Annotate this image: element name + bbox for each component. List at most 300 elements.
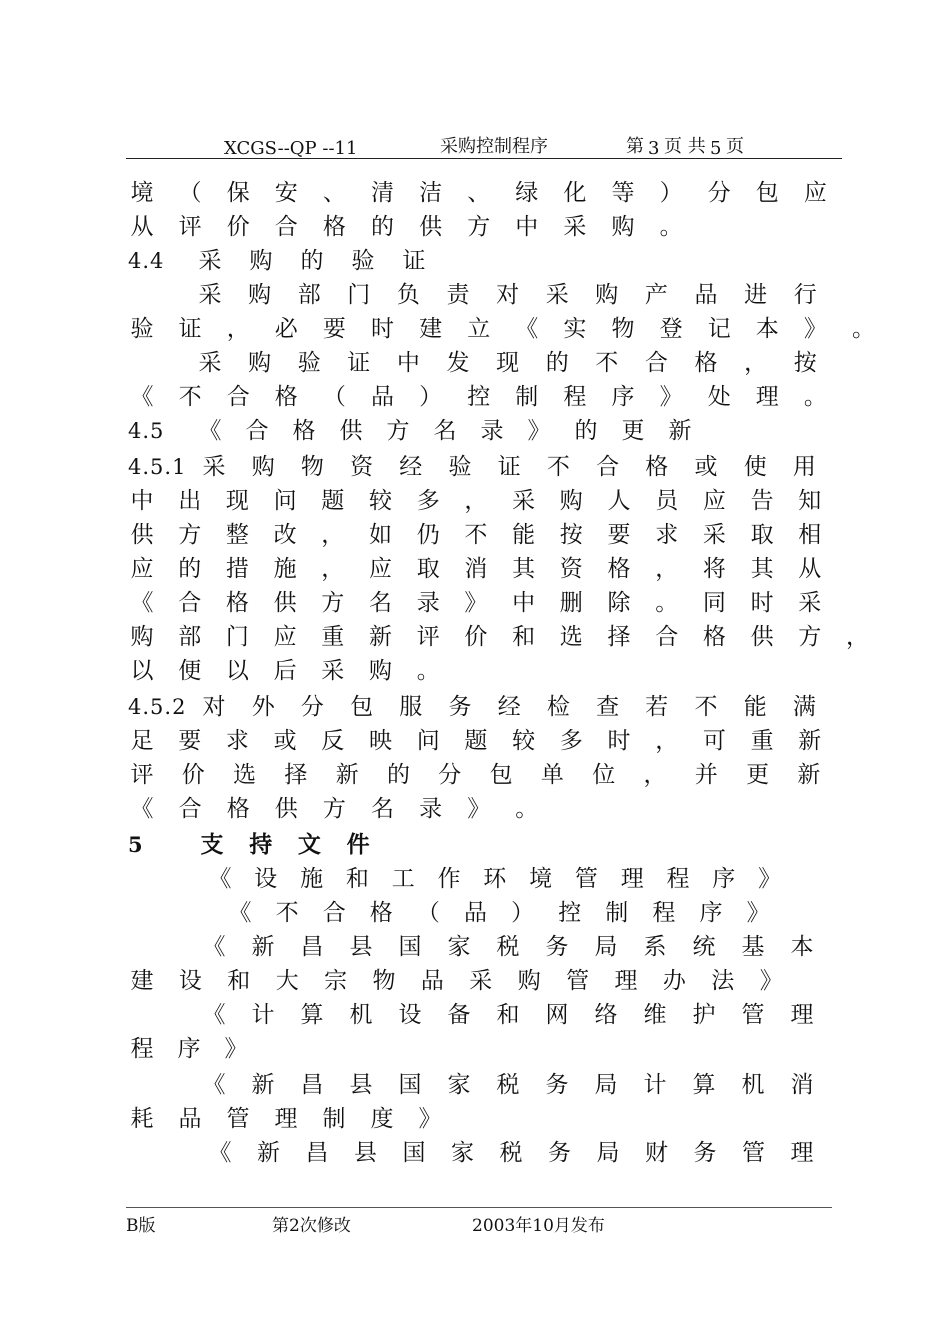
text-char: 合 [178,590,202,616]
text-char: 新 [335,762,359,788]
text-char: 《 [130,590,154,616]
text-char: 《 [130,384,154,410]
text-char: 化 [563,180,587,206]
text-char: 取 [750,522,774,548]
text-char: 格 [292,418,316,444]
text-char: 《 [208,866,232,892]
text-char: 按 [793,350,817,376]
text-char: 品 [371,384,394,410]
text-char: ） [511,900,535,926]
text-char: 取 [416,556,440,582]
text-char: 同 [702,590,726,616]
text-char: 安 [274,180,298,206]
section-number: 5 [128,832,144,857]
text-char: 多 [416,488,440,514]
text-char: 合 [596,454,620,480]
text-char: 分 [707,180,731,206]
text-char: 县 [354,1140,377,1166]
text-char: 供 [130,522,154,548]
text-char: 、 [467,180,491,206]
text-char: 网 [545,1002,569,1028]
text-char: 和 [512,624,536,650]
text-char: 时 [750,590,774,616]
text-char: 施 [300,866,324,892]
text-char: 题 [464,728,488,754]
text-char: 制 [605,900,629,926]
footer-version: B版 [126,1216,156,1236]
text-char: 验 [130,316,154,342]
text-char: 管 [226,1106,250,1132]
text-char: 名 [371,796,394,822]
text-char: 重 [321,624,345,650]
text-char: 制 [515,384,539,410]
text-char: 购 [251,454,275,480]
text-char: 人 [607,488,631,514]
text-char: 清 [371,180,394,206]
text-char: 《 [202,934,226,960]
text-char: 检 [546,694,570,720]
page-current: 3 [648,138,660,159]
text-char: 本 [790,934,814,960]
text-char: 位 [592,762,616,788]
text-char: 经 [497,694,521,720]
text-char: 务 [545,934,569,960]
text-char: 采 [702,522,726,548]
text-char: 。 [416,658,440,684]
text-char: 可 [702,728,726,754]
text-char: 新 [251,1072,275,1098]
text-char: ， [321,556,345,582]
text-char: 县 [349,934,373,960]
text-char: 分 [438,762,462,788]
text-char: 局 [594,1072,618,1098]
text-char: 格 [369,900,393,926]
text-char: 更 [621,418,645,444]
text-char: 资 [559,556,583,582]
text-char: 若 [645,694,669,720]
text-char: 消 [464,556,488,582]
doc-title: 采购控制程序 [440,136,548,157]
text-char: 采 [202,454,226,480]
text-char: 实 [563,316,587,342]
text-char: 购 [559,488,583,514]
header-rule [126,158,842,159]
text-char: 理 [790,1140,814,1166]
text-char: 采 [198,350,222,376]
text-char: 要 [607,522,631,548]
text-char: 施 [273,556,297,582]
text-char: 按 [559,522,583,548]
text-char: 题 [321,488,345,514]
text-char: 删 [559,590,583,616]
text-char: 其 [512,556,536,582]
text-char: 不 [178,384,202,410]
text-char: 采 [198,282,222,308]
text-char: 责 [446,282,470,308]
text-char: 控 [467,384,491,410]
text-char: 供 [274,796,298,822]
text-char: ， [846,624,869,650]
text-char: 分 [300,694,324,720]
text-char: 《 [130,796,154,822]
text-char: 除 [607,590,631,616]
text-char: 不 [595,350,619,376]
text-char: 求 [225,728,249,754]
text-char: 资 [350,454,374,480]
text-char: 品 [464,900,487,926]
text-char: 不 [464,522,488,548]
text-char: 现 [496,350,520,376]
text-char: 以 [225,658,249,684]
text-char: 序 [699,900,723,926]
text-char: 《 [228,900,252,926]
text-char: 经 [399,454,423,480]
text-char: 中 [130,488,154,514]
text-char: ， [655,556,679,582]
text-char: 昌 [300,934,324,960]
text-char: 较 [369,488,392,514]
text-char: 》 [758,866,782,892]
text-char: 合 [178,796,202,822]
text-char: 方 [386,418,410,444]
text-char: 的 [545,350,569,376]
text-char: 税 [499,1140,523,1166]
text-char: 务 [448,694,472,720]
text-char: 理 [274,1106,298,1132]
text-char: 本 [755,316,779,342]
text-char: 如 [369,522,392,548]
text-char: 环 [483,866,507,892]
text-char: 系 [643,934,667,960]
text-char: 设 [178,968,202,994]
text-char: 问 [273,488,297,514]
text-char: 购 [248,350,272,376]
text-char: 格 [322,214,346,240]
text-char: 境 [130,180,154,206]
text-char: 和 [227,968,251,994]
text-char: 务 [693,1140,717,1166]
text-char: 对 [202,694,226,720]
text-char: 局 [596,1140,620,1166]
text-char: 整 [225,522,249,548]
footer-revision: 第2次修改 [272,1216,351,1236]
text-char: 合 [245,418,269,444]
text-char: 后 [273,658,297,684]
text-char: 设 [254,866,278,892]
text-char: 能 [743,694,767,720]
text-char: 格 [225,590,249,616]
text-char: 出 [178,488,202,514]
text-char: 足 [130,728,154,754]
section-number: 4.5.1 [128,455,187,479]
text-char: 问 [416,728,440,754]
text-char: 、 [322,180,346,206]
text-char: 应 [803,180,827,206]
text-char: 》 [803,316,827,342]
footer-rule [126,1207,832,1208]
text-char: 工 [391,866,415,892]
text-char: 保 [226,180,250,206]
text-char: 方 [321,590,345,616]
text-char: 格 [645,454,669,480]
text-char: 供 [419,214,443,240]
text-char: 合 [644,350,668,376]
text-char: 中 [515,214,539,240]
text-char: 中 [396,350,420,376]
text-char: 采 [469,968,493,994]
text-char: 程 [130,1036,154,1062]
section-number: 4.5 [128,419,165,443]
text-char: 门 [225,624,249,650]
doc-code: XCGS--QP --11 [224,138,358,159]
text-char: 和 [345,866,369,892]
text-char: 重 [750,728,774,754]
text-char: 局 [594,934,618,960]
text-char: 建 [419,316,443,342]
text-char: 映 [369,728,392,754]
text-char: 品 [420,968,444,994]
text-char: 家 [447,934,471,960]
text-char: 》 [659,384,683,410]
text-char: 不 [546,454,570,480]
text-char: 方 [178,522,202,548]
text-char: 选 [233,762,257,788]
text-char: 制 [322,1106,346,1132]
text-char: 验 [351,248,375,274]
text-char: 现 [225,488,249,514]
text-char: ， [464,488,488,514]
text-char: 理 [620,866,644,892]
text-char: 算 [692,1072,716,1098]
text-char: 使 [743,454,767,480]
text-char: 服 [399,694,423,720]
text-char: 税 [496,934,520,960]
text-char: 设 [398,1002,422,1028]
text-char: 购 [249,248,273,274]
text-char: 负 [396,282,420,308]
text-char: 大 [275,968,299,994]
text-char: 《 [515,316,539,342]
text-char: 改 [273,522,297,548]
text-char: 》 [464,590,488,616]
text-char: 立 [467,316,491,342]
text-char: 的 [178,556,202,582]
text-char: 机 [741,1072,765,1098]
text-char: 评 [416,624,440,650]
text-char: 务 [545,1072,569,1098]
text-char: 合 [226,384,250,410]
text-char: 供 [273,590,297,616]
text-char: 序 [712,866,736,892]
text-char: 算 [300,1002,324,1028]
text-char: 统 [692,934,716,960]
text-char: 便 [178,658,202,684]
text-char: 相 [798,522,822,548]
text-char: （ [178,180,202,206]
text-char: 昌 [305,1140,329,1166]
text-char: 采 [198,248,222,274]
text-char: 作 [437,866,461,892]
text-char: 等 [611,180,635,206]
text-char: 新 [797,762,821,788]
text-char: 包 [489,762,513,788]
text-char: 财 [645,1140,668,1166]
text-char: 序 [177,1036,201,1062]
text-char: 验 [297,350,321,376]
text-char: 方 [322,796,346,822]
section-number: 4.4 [128,249,165,273]
text-char: 满 [792,694,816,720]
text-char: 新 [798,728,822,754]
text-char: 物 [300,454,324,480]
text-char: 能 [512,522,536,548]
text-char: 采 [545,282,569,308]
text-char: 计 [251,1002,275,1028]
text-char: 或 [273,728,297,754]
text-char: 措 [225,556,249,582]
text-char: ， [321,522,345,548]
text-char: 记 [707,316,731,342]
text-char: 控 [558,900,582,926]
text-char: 告 [750,488,774,514]
text-char: 名 [369,590,392,616]
text-char: （ [416,900,440,926]
text-char: 基 [741,934,765,960]
text-char: 程 [563,384,587,410]
text-char: 录 [419,796,443,822]
text-char: 合 [322,900,346,926]
text-char: 更 [746,762,770,788]
page-prefix: 第 [626,136,644,157]
text-char: 名 [433,418,457,444]
text-char: 验 [448,454,472,480]
text-char: 格 [694,350,718,376]
text-char: 支 [200,831,224,858]
text-char: 查 [596,694,620,720]
text-char: 要 [178,728,202,754]
text-char: 》 [759,968,783,994]
text-char: 》 [224,1036,248,1062]
text-char: 购 [130,624,154,650]
text-char: ， [744,350,768,376]
text-char: 不 [694,694,718,720]
text-char: 《 [208,1140,232,1166]
text-char: 应 [369,556,392,582]
text-char: 选 [559,624,583,650]
text-char: 供 [339,418,363,444]
text-char: 理 [790,1002,814,1028]
text-char: 品 [178,1106,202,1132]
text-char: 格 [607,556,631,582]
text-char: 合 [655,624,679,650]
text-char: 新 [251,934,275,960]
text-char: 家 [447,1072,471,1098]
text-char: 。 [803,384,827,410]
text-char: 包 [350,694,374,720]
text-char: 程 [666,866,690,892]
page-mid: 页 共 [664,136,706,157]
text-char: 维 [643,1002,667,1028]
text-char: 录 [480,418,504,444]
text-char: 县 [349,1072,373,1098]
text-char: 从 [130,214,154,240]
text-char: 或 [694,454,718,480]
text-char: 国 [398,1072,422,1098]
text-char: 价 [464,624,488,650]
text-char: 员 [655,488,679,514]
text-char: 证 [347,350,371,376]
text-char: 进 [744,282,768,308]
text-char: 格 [226,796,250,822]
text-char: 购 [369,658,392,684]
text-char: 求 [655,522,679,548]
text-char: 评 [178,214,202,240]
text-char: 必 [274,316,298,342]
text-char: 的 [387,762,410,788]
page-suffix: 页 [726,136,744,157]
text-char: 持 [249,831,273,858]
text-char: 》 [746,900,770,926]
text-char: 较 [512,728,536,754]
text-char: 证 [402,248,426,274]
footer-release: 2003年10月发布 [472,1216,605,1236]
text-char: 管 [742,1140,765,1166]
text-char: 供 [750,624,774,650]
text-char: 件 [346,831,370,858]
text-char: 。 [655,590,679,616]
text-char: 管 [574,866,598,892]
text-char: 时 [607,728,631,754]
text-char: 对 [496,282,520,308]
text-char: 发 [446,350,470,376]
text-char: 昌 [300,1072,324,1098]
text-char: 法 [711,968,735,994]
text-char: 录 [416,590,440,616]
text-char: 程 [652,900,676,926]
text-char: 以 [130,658,154,684]
text-char: 登 [659,316,683,342]
text-char: 管 [566,968,590,994]
text-char: 价 [226,214,250,240]
text-char: 应 [273,624,297,650]
text-char: 并 [694,762,718,788]
text-char: 部 [297,282,321,308]
text-char: 要 [322,316,346,342]
text-char: 物 [372,968,396,994]
text-char: 采 [512,488,536,514]
text-char: 单 [540,762,564,788]
text-char: 部 [178,624,202,650]
text-char: 理 [755,384,779,410]
text-char: 》 [418,1106,442,1132]
text-char: 择 [607,624,631,650]
text-char: ） [419,384,443,410]
text-char: 管 [741,1002,765,1028]
text-char: 行 [793,282,817,308]
text-char: 护 [692,1002,716,1028]
text-char: 品 [694,282,718,308]
text-char: 《 [198,418,222,444]
text-char: ） [659,180,683,206]
text-char: 络 [594,1002,618,1028]
text-char: 国 [398,934,422,960]
text-char: ， [643,762,667,788]
text-char: 务 [548,1140,571,1166]
text-char: 购 [517,968,541,994]
text-char: 时 [371,316,394,342]
text-char: 将 [702,556,726,582]
text-char: 。 [659,214,683,240]
